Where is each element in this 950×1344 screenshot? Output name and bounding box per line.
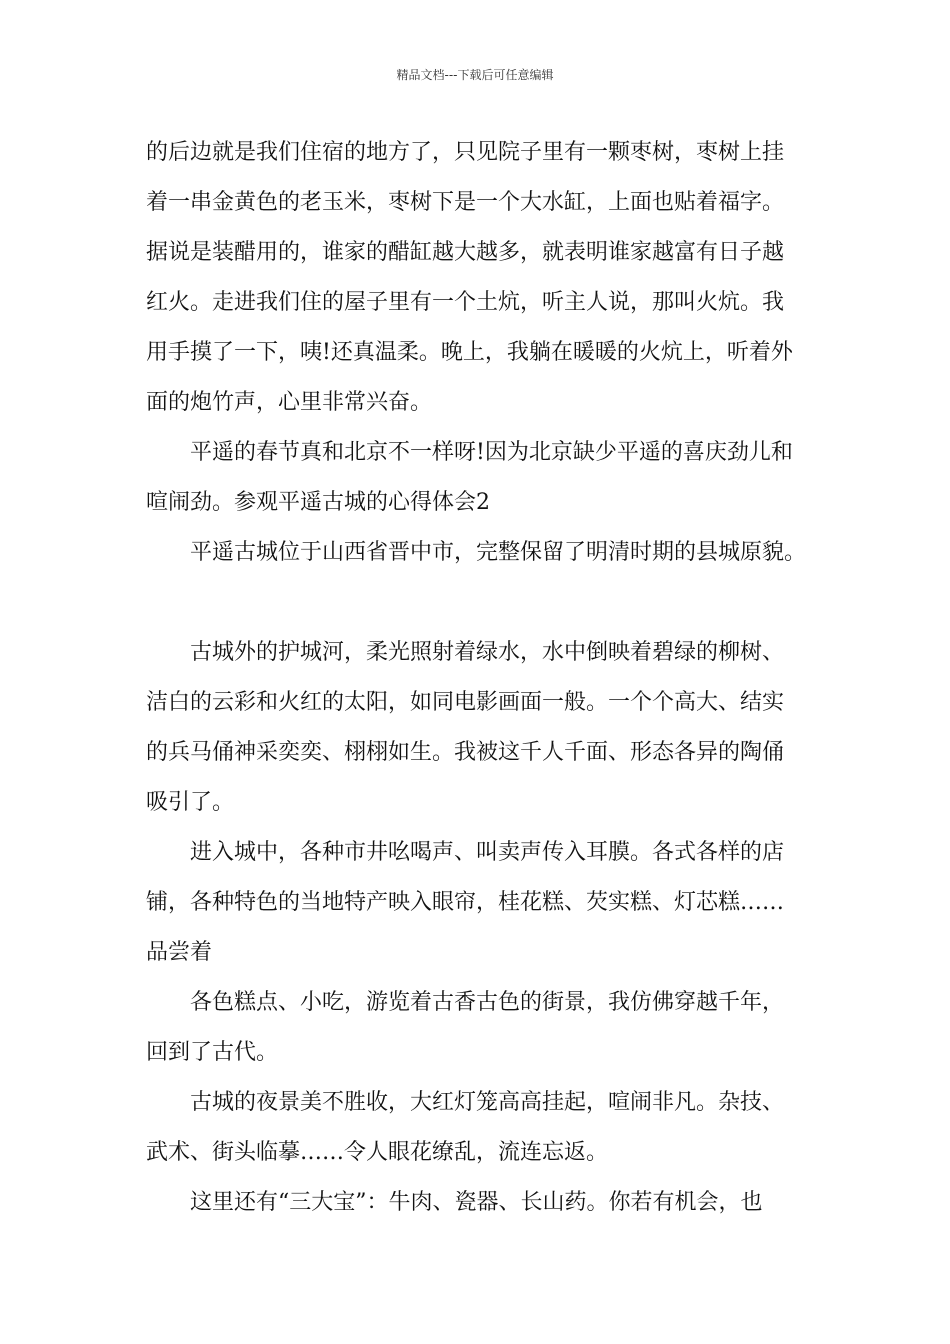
document-body bbox=[146, 128, 826, 1228]
text-line: 进入城中，各种市井吆喝声、叫卖声传入耳膜。各式各样的店 bbox=[190, 840, 785, 865]
paragraph bbox=[146, 1178, 826, 1228]
paragraph bbox=[146, 628, 826, 828]
text-line: 铺，各种特色的当地特产映入眼帘，桂花糕、芡实糕、灯芯糕…… bbox=[146, 890, 785, 915]
text-line: 用手摸了一下，咦!还真温柔。晚上，我躺在暖暖的火炕上，听着外 bbox=[146, 340, 793, 365]
text-line: 平遥的春节真和北京不一样呀!因为北京缺少平遥的喜庆劲儿和 bbox=[190, 440, 793, 465]
text-line: 平遥古城位于山西省晋中市，完整保留了明清时期的县城原貌。 bbox=[190, 540, 807, 565]
text-line: 古城的夜景美不胜收，大红灯笼高高挂起，喧闹非凡。杂技、 bbox=[190, 1090, 785, 1115]
text-line: 面的炮竹声，心里非常兴奋。 bbox=[146, 390, 433, 415]
text-line: 红火。走进我们住的屋子里有一个土炕，听主人说，那叫火炕。我 bbox=[146, 290, 785, 315]
paragraph-gap bbox=[146, 578, 826, 628]
paragraph bbox=[146, 1078, 826, 1178]
paragraph bbox=[146, 128, 826, 428]
paragraph bbox=[146, 428, 826, 528]
text-line: 着一串金黄色的老玉米，枣树下是一个大水缸，上面也贴着福字。 bbox=[146, 190, 785, 215]
text-line: 各色糕点、小吃，游览着古香古色的街景，我仿佛穿越千年， bbox=[190, 990, 785, 1015]
text-line: 据说是装醋用的，谁家的醋缸越大越多，就表明谁家越富有日子越 bbox=[146, 240, 785, 265]
text-line: 品尝着 bbox=[146, 940, 213, 965]
text-line: 回到了古代。 bbox=[146, 1040, 279, 1065]
paragraph bbox=[146, 978, 826, 1078]
text-line: 的兵马俑神采奕奕、栩栩如生。我被这千人千面、形态各异的陶俑 bbox=[146, 740, 785, 765]
paragraph bbox=[146, 528, 826, 578]
text-line: 的后边就是我们住宿的地方了，只见院子里有一颗枣树，枣树上挂 bbox=[146, 140, 785, 165]
page-header: 精品文档---下载后可任意编辑 bbox=[396, 68, 554, 82]
text-line: 吸引了。 bbox=[146, 790, 235, 815]
text-line: 这里还有“三大宝”：牛肉、瓷器、长山药。你若有机会，也 bbox=[190, 1190, 763, 1215]
text-line: 武术、街头临摹……令人眼花缭乱，流连忘返。 bbox=[146, 1140, 609, 1165]
text-line: 喧闹劲。参观平遥古城的心得体会2 bbox=[146, 490, 490, 515]
paragraph bbox=[146, 828, 826, 978]
text-line: 洁白的云彩和火红的太阳，如同电影画面一般。一个个高大、结实 bbox=[146, 690, 785, 715]
text-line: 古城外的护城河，柔光照射着绿水，水中倒映着碧绿的柳树、 bbox=[190, 640, 785, 665]
